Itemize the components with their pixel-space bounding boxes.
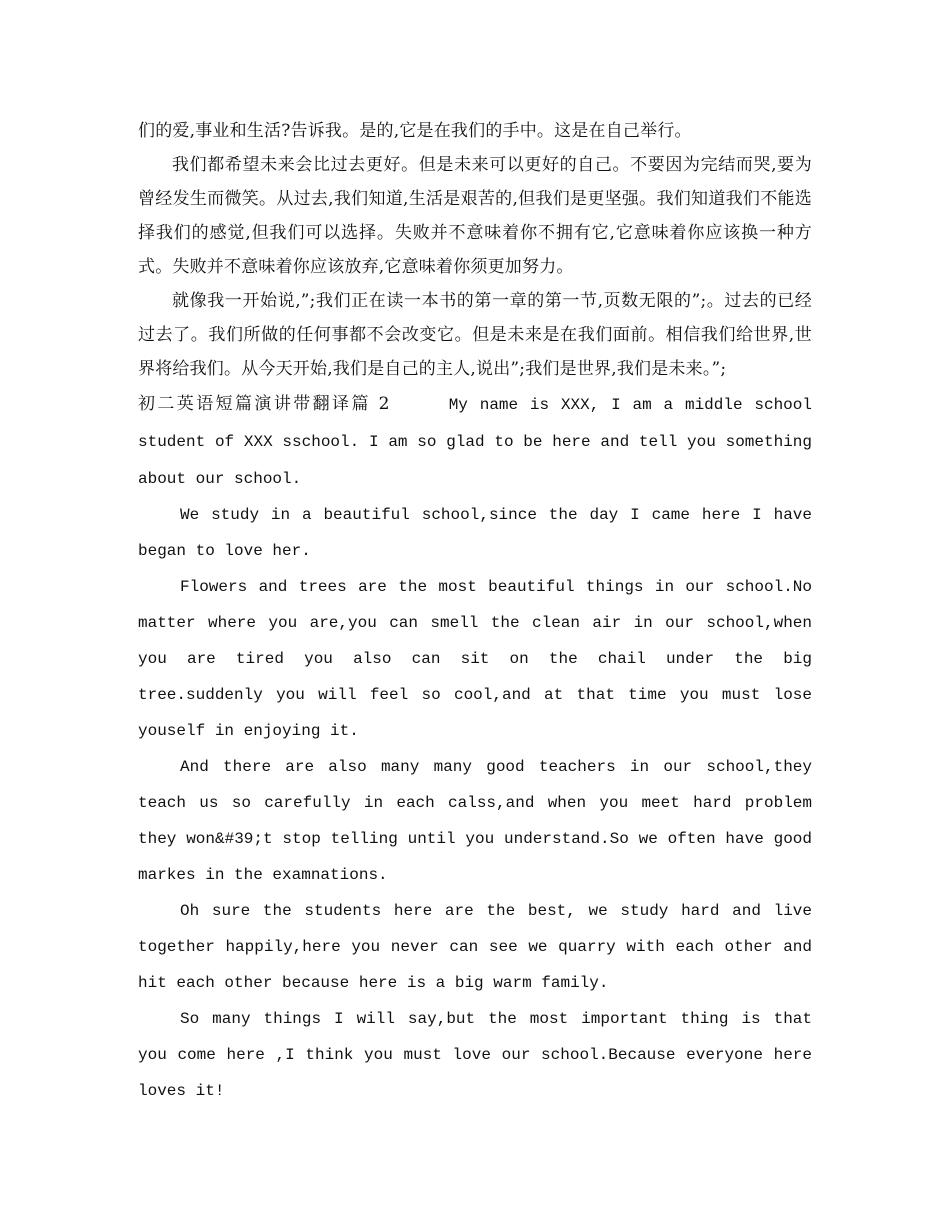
paragraph-en-1: We study in a beautiful school,since the day I came here I have began to love her. [138,506,812,560]
section-heading: 初二英语短篇演讲带翻译篇 2 [138,394,390,414]
paragraph-cn-3: 就像我一开始说,”;我们正在读一本书的第一章的第一节,页数无限的”;。过去的已经过去了。我们所做的任何事都不会改变它。但是未来是在我们面前。相信我们给世界,世界将给我们。从今天开始,我们是自己的主人,说出”;我们是世界,我们是未来。”; [138,291,812,379]
paragraph-en-4: Oh sure the students here are the best, we study hard and live together happily,here you never can see we quarry with each other and hit each other because here is a big warm family. [138,902,812,992]
document-page [138,114,822,1109]
paragraph-en-5: So many things I will say,but the most important thing is that you come here ,I think you must love our school.Because everyone here loves it! [138,1010,812,1100]
section-intro: My name is XXX, I am a middle school student of XXX sschool. I am so glad to be here and tell you something about our school. [138,396,822,488]
paragraph-cn-2: 我们都希望未来会比过去更好。但是未来可以更好的自己。不要因为完结而哭,要为曾经发生而微笑。从过去,我们知道,生活是艰苦的,但我们是更坚强。我们知道我们不能选择我们的感觉,但我们可以选择。失败并不意味着你不拥有它,它意味着你应该换一种方式。失败并不意味着你应该放弃,它意味着你须更加努力。 [138,155,812,277]
paragraph-cn-1: 们的爱,事业和生活?告诉我。是的,它是在我们的手中。这是在自己举行。 [138,121,692,141]
paragraph-en-2: Flowers and trees are the most beautiful things in our school.No matter where you are,you can smell the clean air in our school,when you are tired you also can sit on the chail under the big tree.suddenly you will feel so cool,and at that time you must lose youself in enjoying it. [138,578,812,740]
paragraph-en-3: And there are also many many good teachers in our school,they teach us so carefully in each calss,and when you meet hard problem they won&#39;t stop telling until you understand.So we often have good markes in the examnations. [138,758,812,884]
section-heading-line [138,386,822,497]
